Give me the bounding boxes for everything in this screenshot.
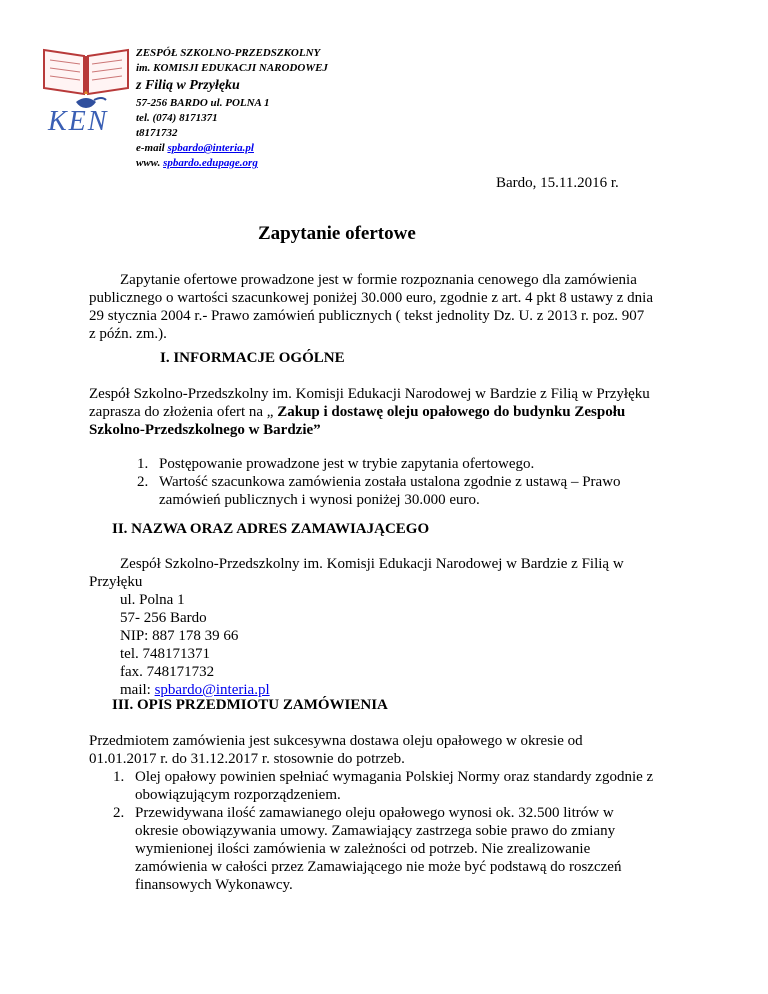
section3-line: Przedmiotem zamówienia jest sukcesywna dostawa oleju opałowego w okresie od [89,733,583,749]
intro-line: z późn. zm.). [89,326,167,342]
section1-line [89,403,650,421]
school-tel: tel. (074) 8171371 [136,112,218,124]
list-number: 2. [113,805,125,821]
list-item-continuation: obowiązującym rozporządzeniem. [135,787,341,803]
section2-body [89,555,624,591]
section1-list [137,455,621,509]
list-item-continuation: finansowych Wykonawcy. [135,877,293,893]
section3-heading: III. OPIS PRZEDMIOTU ZAMÓWIENIA [112,697,388,713]
list-item [113,804,653,822]
list-text: Przewidywana ilość zamawianego oleju opałowego wynosi ok. 32.500 litrów w [135,805,614,821]
intro-paragraph [89,271,653,343]
school-name-line2: im. KOMISJI EDUKACJI NARODOWEJ [136,62,328,74]
mail-label: mail: [120,682,155,698]
contact-fax: fax. 748171732 [120,664,215,680]
email-label: e-mail [136,142,165,154]
list-item-continuation: zamówień publicznych i wynosi poniżej 30.000 euro. [159,492,480,508]
list-text: Olej opałowy powinien spełniać wymagania Polskiej Normy oraz standardy zgodnie z [135,769,654,785]
contact-tel: tel. 748171371 [120,646,210,662]
section1-heading: I. INFORMACJE OGÓLNE [160,350,345,366]
contact-nip: NIP: 887 178 39 66 [120,628,239,644]
contact-block [120,591,270,699]
section1-line2-prefix: zaprasza do złożenia ofert na „ [89,404,278,420]
letterhead [136,46,328,171]
section2-line: Zespół Szkolno-Przedszkolny im. Komisji Edukacji Narodowej w Bardzie z Filią w [120,556,624,572]
school-address: 57-256 BARDO ul. POLNA 1 [136,97,270,109]
school-name-line1: ZESPÓŁ SZKOLNO-PRZEDSZKOLNY [136,47,321,59]
school-email-link[interactable]: spbardo@interia.pl [167,142,254,154]
school-www-row [136,156,328,171]
www-label: www. [136,157,161,169]
logo-text: KEN [48,106,109,137]
contact-postal: 57- 256 Bardo [120,610,207,626]
list-number: 1. [113,769,125,785]
school-name-line3: z Filią w Przyłęku [136,78,240,93]
school-email-row [136,141,328,156]
list-item [137,455,621,473]
intro-line: publicznego o wartości szacunkowej poniżej 30.000 euro, zgodnie z art. 4 pkt 8 ustawy z dnia [89,290,654,306]
section1-line2-bold: Zakup i dostawę oleju opałowego do budynku Zespołu [277,404,626,420]
list-item [137,473,621,491]
school-fax: t8171732 [136,127,178,139]
contact-street: ul. Polna 1 [120,592,185,608]
section3-body [89,732,583,768]
date-line: Bardo, 15.11.2016 r. [496,175,619,191]
intro-line: 29 stycznia 2004 r.- Prawo zamówień publicznych ( tekst jednolity Dz. U. z 2013 r. poz. 907 [89,308,645,324]
intro-line: Zapytanie ofertowe prowadzone jest w formie rozpoznania cenowego dla zamówienia [120,272,637,288]
section3-list [113,768,653,894]
document-title: Zapytanie ofertowe [258,223,416,244]
section2-heading: II. NAZWA ORAZ ADRES ZAMAWIAJĄCEGO [112,521,430,537]
list-item [113,768,653,786]
section2-line: Przyłęku [89,574,143,590]
school-logo [36,42,136,146]
section1-line [89,421,650,439]
section1-line3-bold: Szkolno-Przedszkolnego w Bardzie” [89,422,321,438]
school-www-link[interactable]: spbardo.edupage.org [163,157,258,169]
list-text: Postępowanie prowadzone jest w trybie zapytania ofertowego. [159,456,535,472]
list-item-continuation: wymienionej ilości zamówienia w zależności od potrzeb. Nie zrealizowanie [135,841,591,857]
list-item-continuation: okresie obowiązywania umowy. Zamawiający zastrzega sobie prawo do zmiany [135,823,616,839]
section3-line: 01.01.2017 r. do 31.12.2017 r. stosownie do potrzeb. [89,751,405,767]
list-number: 1. [137,456,149,472]
list-text: Wartość szacunkowa zamówienia została ustalona zgodnie z ustawą – Prawo [159,474,621,490]
list-number: 2. [137,474,149,490]
contact-mail-link[interactable]: spbardo@interia.pl [154,682,270,698]
section1-body [89,385,650,439]
section1-line: Zespół Szkolno-Przedszkolny im. Komisji Edukacji Narodowej w Bardzie z Filią w Przyłęku [89,386,650,402]
list-item-continuation: zamówienia w całości przez Zamawiającego nie może być podstawą do roszczeń [135,859,622,875]
